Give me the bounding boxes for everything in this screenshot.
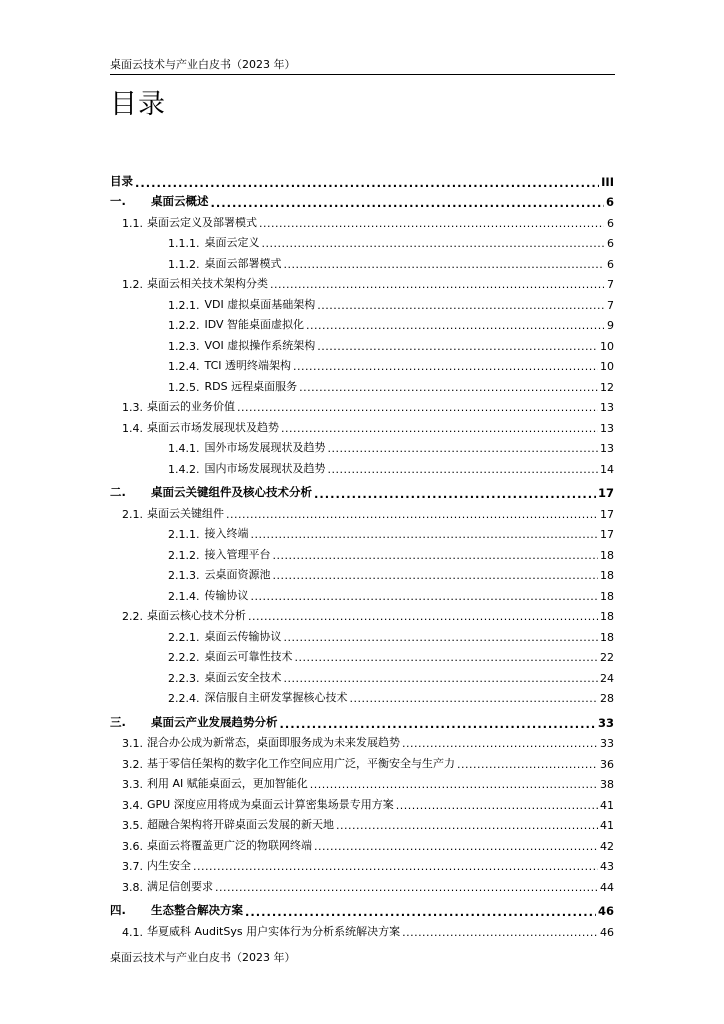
toc-page-number: 22 [600, 651, 614, 664]
toc-entry-text: 桌面云核心技术分析 [147, 609, 246, 622]
toc-leader-dots [314, 488, 596, 500]
toc-entry-text: 桌面云定义及部署模式 [147, 215, 257, 229]
toc-entry-number: 2.1.1. [168, 528, 200, 541]
toc-page-number: 17 [600, 528, 614, 541]
page-header: 桌面云技术与产业白皮书（2023 年） [110, 58, 296, 71]
toc-entry-number: 1.2.5. [168, 380, 200, 394]
toc-page-number: 7 [607, 278, 614, 291]
toc-entry-number: 3.5. [122, 819, 143, 832]
toc-leader-dots [295, 652, 599, 664]
toc-entry-2-1[interactable] [110, 500, 614, 521]
toc-entry-number: 3.6. [122, 839, 143, 853]
toc-page-number: 7 [607, 298, 614, 312]
toc-entry-number: 二. [110, 485, 126, 499]
toc-page-number: 17 [597, 486, 614, 500]
toc-leader-dots [314, 841, 598, 853]
toc-leader-dots [245, 906, 596, 918]
toc-page-number: 43 [600, 860, 614, 873]
toc-entry-section-2[interactable] [110, 480, 614, 501]
toc-page-number: 44 [600, 880, 614, 894]
toc-leader-dots [328, 443, 599, 455]
toc-leader-dots [284, 632, 599, 644]
toc-leader-dots [299, 382, 598, 394]
toc-entry-text: 桌面云传输协议 [204, 629, 282, 643]
toc-page-number: 13 [600, 421, 614, 435]
toc-page-number: 28 [600, 692, 614, 705]
toc-page-number: 33 [600, 737, 614, 750]
toc-entry-number: 2.2.4. [168, 692, 200, 705]
toc-entry-section-3[interactable] [110, 709, 614, 730]
toc-entry-number: 1.4.2. [168, 462, 200, 476]
toc-leader-dots [262, 238, 605, 250]
toc-entry-3-7[interactable] [110, 853, 614, 874]
toc-entry-text: VOI 虚拟操作系统架构 [204, 338, 316, 352]
toc-leader-dots [350, 693, 599, 705]
toc-entry-text: 桌面云的业务价值 [147, 400, 235, 413]
toc-entry-text: 传输协议 [204, 588, 249, 602]
toc-entry-2-2-2[interactable] [110, 644, 614, 665]
toc-entry-text: RDS 远程桌面服务 [204, 379, 298, 393]
toc-leader-dots [284, 673, 599, 685]
toc-entry-number: 3.7. [122, 860, 143, 873]
toc-page-number: 18 [600, 569, 614, 582]
toc-entry-number: 1.1. [122, 216, 143, 230]
toc-entry-2-1-3[interactable] [110, 562, 614, 583]
toc-page-number: 6 [607, 237, 614, 250]
toc-entry-number: 2.1.3. [168, 569, 200, 582]
toc-page-number: 18 [600, 548, 614, 562]
toc-leader-dots [273, 550, 599, 562]
toc-entry-text: 桌面云定义 [204, 236, 260, 249]
toc-leader-dots [396, 800, 598, 812]
toc-entry-text: 接入终端 [204, 527, 249, 540]
toc-entry-text: 国内市场发展现状及趋势 [204, 461, 326, 475]
toc-entry-1-1-2[interactable] [110, 250, 614, 271]
toc-entry-1-3[interactable] [110, 394, 614, 415]
toc-entry-number: 1.4.1. [168, 442, 200, 455]
toc-entry-text: 国外市场发展现状及趋势 [204, 441, 326, 454]
toc-entry-text: TCI 透明终端架构 [204, 359, 291, 372]
toc-leader-dots [457, 759, 598, 771]
toc-entry-number: 3.1. [122, 737, 143, 750]
toc-entry-2-2-4[interactable] [110, 685, 614, 706]
toc-page-number: 10 [600, 360, 614, 373]
header-divider [110, 74, 615, 75]
toc-entry-1-1-1[interactable] [110, 230, 614, 251]
toc-entry-2-1-2[interactable] [110, 541, 614, 562]
toc-leader-dots [306, 320, 604, 332]
toc-entry-1-2-2[interactable] [110, 312, 614, 333]
toc-page-number: 42 [600, 839, 614, 853]
toc-page-number: 17 [600, 507, 614, 521]
toc-entry-3-8[interactable] [110, 873, 614, 894]
toc-page-number: 18 [600, 589, 614, 603]
toc-entry-1-4-1[interactable] [110, 435, 614, 456]
toc-entry-number: 三. [110, 714, 126, 729]
toc-entry-text: 桌面云安全技术 [204, 670, 282, 684]
toc-entry-2-2-3[interactable] [110, 664, 614, 685]
toc-page-number: 41 [600, 819, 614, 832]
toc-entry-section-1[interactable] [110, 189, 614, 210]
toc-entry-text: 云桌面资源池 [204, 568, 271, 581]
toc-leader-dots [402, 738, 598, 750]
toc-leader-dots [293, 361, 598, 373]
toc-entry-1-2-4[interactable] [110, 353, 614, 374]
toc-entry-3-3[interactable] [110, 771, 614, 792]
toc-page-number: 46 [597, 904, 614, 918]
toc-entry-number: 3.8. [122, 880, 143, 894]
toc-leader-dots [270, 279, 604, 291]
toc-entry-number: 1.3. [122, 401, 143, 414]
toc-entry-2-1-1[interactable] [110, 521, 614, 542]
toc-entry-3-1[interactable] [110, 730, 614, 751]
toc-leader-dots [402, 927, 598, 939]
toc-leader-dots [336, 820, 598, 832]
toc-entry-text: 基于零信任架构的数字化工作空间应用广泛，平衡安全与生产力 [147, 756, 455, 770]
toc-page-number: 14 [600, 462, 614, 476]
toc-entry-number: 3.3. [122, 778, 143, 791]
toc-page-number: 36 [600, 757, 614, 771]
toc-entry-number: 1.2.2. [168, 319, 200, 332]
toc-page-number: 12 [600, 380, 614, 394]
toc-entry-1-2-3[interactable] [110, 332, 614, 353]
page-title: 目录 [110, 89, 166, 120]
toc-entry-number: 四. [110, 903, 126, 917]
toc-entry-number: 1.1.1. [168, 237, 200, 250]
toc-entry-text: VDI 虚拟桌面基础架构 [204, 297, 316, 311]
toc-page-number: 10 [600, 339, 614, 353]
toc-entry-text: 桌面云概述 [151, 194, 209, 208]
toc-entry-3-6[interactable] [110, 832, 614, 853]
toc-entry-text: 桌面云可靠性技术 [204, 650, 293, 663]
toc-page-number: 13 [600, 401, 614, 414]
toc-page-number: 46 [600, 925, 614, 939]
toc-leader-dots [328, 464, 599, 476]
toc-entry-text: 华夏威科 AuditSys 用户实体行为分析系统解决方案 [147, 924, 401, 938]
toc-entry-text: 桌面云关键组件及核心技术分析 [151, 485, 312, 499]
toc-entry-2-1-4[interactable] [110, 582, 614, 603]
toc-entry-text: 目录 [110, 173, 133, 188]
toc-entry-number: 1.2. [122, 278, 143, 291]
toc-entry-3-4[interactable] [110, 791, 614, 812]
toc-entry-3-5[interactable] [110, 812, 614, 833]
toc-entry-text: 桌面云部署模式 [204, 256, 282, 270]
toc-page-number: 18 [600, 610, 614, 623]
toc-entry-number: 3.2. [122, 757, 143, 771]
toc-entry-number: 2.2. [122, 610, 143, 623]
toc-page-number: 33 [597, 715, 614, 730]
toc-entry-number: 1.1.2. [168, 257, 200, 271]
page-footer: 桌面云技术与产业白皮书（2023 年） [110, 951, 296, 964]
table-of-contents [110, 168, 614, 939]
toc-page-number: III [601, 174, 614, 189]
toc-entry-number: 1.2.1. [168, 298, 200, 312]
toc-entry-text: 生态整合解决方案 [151, 903, 243, 917]
toc-page-number: 24 [600, 671, 614, 685]
toc-entry-number: 3.4. [122, 798, 143, 812]
toc-entry-1-4[interactable] [110, 414, 614, 435]
toc-entry-number: 2.2.3. [168, 671, 200, 685]
toc-leader-dots [193, 861, 598, 873]
toc-page-number: 41 [600, 798, 614, 812]
toc-entry-text: 桌面云市场发展现状及趋势 [147, 420, 279, 434]
toc-entry-contents[interactable] [110, 168, 614, 189]
toc-entry-number: 4.1. [122, 925, 143, 939]
toc-entry-number: 2.2.1. [168, 630, 200, 644]
toc-entry-text: 满足信创要求 [147, 879, 213, 893]
toc-entry-text: GPU 深度应用将成为桌面云计算密集场景专用方案 [147, 797, 394, 811]
toc-leader-dots [273, 570, 599, 582]
toc-leader-dots [259, 218, 604, 230]
toc-entry-number: 一. [110, 194, 126, 208]
toc-leader-dots [317, 300, 604, 312]
toc-leader-dots [280, 718, 596, 730]
toc-leader-dots [248, 611, 598, 623]
toc-page-number: 18 [600, 630, 614, 644]
toc-entry-1-2-1[interactable] [110, 291, 614, 312]
toc-page-number: 6 [607, 216, 614, 230]
toc-entry-text: 桌面云关键组件 [147, 506, 224, 520]
toc-entry-number: 1.4. [122, 421, 143, 435]
toc-page-number: 13 [600, 442, 614, 455]
toc-page-number: 6 [607, 257, 614, 271]
toc-entry-text: 桌面云相关技术架构分类 [147, 277, 268, 290]
toc-entry-text: 混合办公成为新常态，桌面即服务成为未来发展趋势 [147, 736, 400, 749]
toc-leader-dots [284, 259, 605, 271]
toc-page-number: 38 [600, 778, 614, 791]
toc-entry-2-2[interactable] [110, 603, 614, 624]
toc-entry-1-2[interactable] [110, 271, 614, 292]
toc-leader-dots [281, 423, 598, 435]
toc-entry-section-4[interactable] [110, 898, 614, 919]
toc-entry-number: 1.2.3. [168, 339, 200, 353]
toc-entry-number: 2.2.2. [168, 651, 200, 664]
toc-leader-dots [310, 779, 598, 791]
toc-page-number: 6 [605, 195, 614, 209]
toc-entry-text: IDV 智能桌面虚拟化 [204, 318, 305, 331]
toc-entry-text: 桌面云将覆盖更广泛的物联网终端 [147, 838, 312, 852]
toc-entry-text: 桌面云产业发展趋势分析 [151, 714, 278, 729]
toc-leader-dots [226, 509, 598, 521]
toc-entry-1-2-5[interactable] [110, 373, 614, 394]
toc-entry-number: 2.1. [122, 507, 143, 521]
toc-leader-dots [215, 882, 598, 894]
toc-entry-text: 超融合架构将开辟桌面云发展的新天地 [147, 818, 334, 831]
toc-leader-dots [251, 529, 599, 541]
toc-entry-number: 2.1.2. [168, 548, 200, 562]
toc-entry-1-4-2[interactable] [110, 455, 614, 476]
toc-entry-number: 1.2.4. [168, 360, 200, 373]
toc-entry-text: 接入管理平台 [204, 547, 271, 561]
toc-entry-text: 利用 AI 赋能桌面云，更加智能化 [147, 777, 308, 790]
toc-page-number: 9 [607, 319, 614, 332]
toc-entry-text: 内生安全 [147, 859, 191, 872]
toc-entry-1-1[interactable] [110, 209, 614, 230]
toc-leader-dots [251, 591, 599, 603]
toc-entry-number: 2.1.4. [168, 589, 200, 603]
toc-entry-3-2[interactable] [110, 750, 614, 771]
toc-leader-dots [211, 197, 604, 209]
toc-leader-dots [135, 177, 599, 189]
toc-entry-2-2-1[interactable] [110, 623, 614, 644]
toc-leader-dots [237, 402, 598, 414]
toc-entry-4-1[interactable] [110, 918, 614, 939]
toc-leader-dots [317, 341, 598, 353]
toc-entry-text: 深信服自主研发掌握核心技术 [204, 691, 348, 704]
